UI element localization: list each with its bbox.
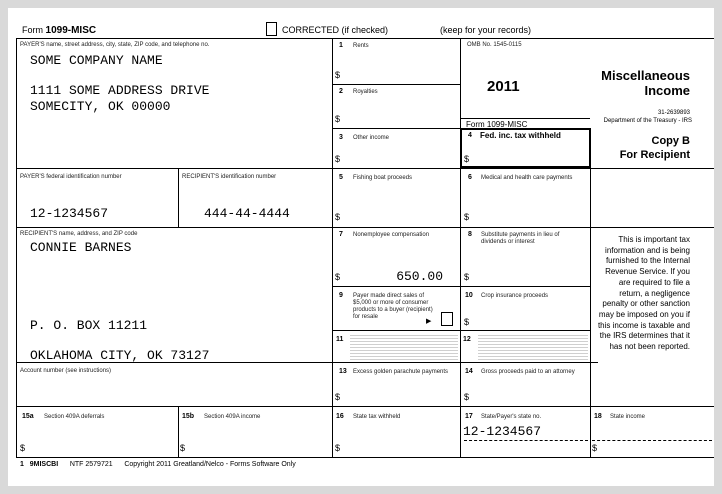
form-name: 1099-MISC	[45, 24, 97, 36]
box-18-divider	[592, 440, 712, 441]
box-7-dollar: $	[335, 272, 341, 282]
box-15a-label: Section 409A deferrals	[44, 414, 105, 420]
title-code: 31-2639893	[657, 110, 690, 116]
footer-ntf: NTF 2579721	[69, 461, 113, 468]
box-4-dollar: $	[464, 154, 470, 164]
title-line-1: Miscellaneous	[601, 68, 690, 83]
form-prefix: Form	[22, 25, 43, 35]
payer-label: PAYER'S name, street address, city, state, ZIP code, and telephone no.	[20, 42, 210, 48]
box-17-number: 17	[465, 413, 473, 420]
box-8-label: Substitute payments in lieu of dividends or interest	[481, 232, 560, 245]
irs-notice: This is important tax information and is being furnished to the Internal Revenue Service. If you are required to file a return, a negligence penalty or other sanction may be imposed on you if this income is taxable and the IRS determines that it has not been reported.	[597, 235, 690, 352]
recipient-name: CONNIE BARNES	[30, 240, 132, 255]
account-number-label: Account number (see instructions)	[20, 368, 112, 374]
box-2-label: Royalties	[353, 89, 378, 95]
box-6-label: Medical and health care payments	[481, 175, 573, 181]
box-15a-dollar: $	[20, 443, 26, 453]
recipient-address-2: OKLAHOMA CITY, OK 73127	[30, 348, 210, 363]
copy-block	[593, 134, 690, 162]
box-8-dollar: $	[464, 272, 470, 282]
box-17-label: State/Payer's state no.	[481, 414, 542, 420]
form-title-line	[22, 22, 96, 38]
box-12-shaded	[478, 334, 588, 360]
for-recipient: For Recipient	[619, 149, 690, 161]
box-17-value: 12-1234567	[463, 424, 542, 439]
box-12-number: 12	[463, 336, 471, 343]
box-16-dollar: $	[335, 443, 341, 453]
footer-code: 9MISCBI	[29, 461, 59, 468]
box-18-number: 18	[594, 413, 602, 420]
payer-tin-label: PAYER'S federal identification number	[20, 174, 122, 180]
box-2-dollar: $	[335, 114, 341, 124]
box-14-number: 14	[465, 368, 473, 375]
box-11-number: 11	[336, 336, 344, 343]
box-7-number: 7	[339, 231, 343, 238]
box-4-number: 4	[468, 132, 472, 139]
recipient-address-1: P. O. BOX 11211	[30, 318, 148, 333]
footer-copyright: Copyright 2011 Greatland/Nelco - Forms Software Only	[124, 461, 296, 468]
payer-name: SOME COMPANY NAME	[30, 53, 163, 68]
box-14-dollar: $	[464, 392, 470, 402]
box-16-number: 16	[336, 413, 344, 420]
box-10-dollar: $	[464, 317, 470, 327]
corrected-checkbox[interactable]	[266, 22, 277, 36]
box-14-label: Gross proceeds paid to an attorney	[481, 369, 575, 375]
box-9-label: Payer made direct sales of $5,000 or more of consumer products to a buyer (recipient) for resale	[353, 293, 433, 320]
box-6-number: 6	[468, 174, 472, 181]
box-5-label: Fishing boat proceeds	[353, 175, 413, 181]
payer-address-2: SOMECITY, OK 00000	[30, 99, 171, 114]
box-3-dollar: $	[335, 154, 341, 164]
keep-records-label: (keep for your records)	[440, 25, 532, 35]
arrow-right-icon: ▶	[426, 318, 432, 325]
omb-form-name: Form 1099-MISC	[466, 120, 528, 129]
tax-year: 2011	[487, 78, 520, 95]
box-11-shaded	[350, 334, 458, 360]
box-1-label: Rents	[353, 43, 369, 49]
box-18-label: State income	[610, 414, 646, 420]
title-line-2: Income	[644, 83, 690, 98]
box-1-dollar: $	[335, 70, 341, 80]
box-13-dollar: $	[335, 392, 341, 402]
payer-tin: 12-1234567	[30, 206, 109, 221]
footer	[20, 461, 296, 468]
box-4-label: Fed. inc. tax withheld	[480, 131, 561, 140]
box-9-checkbox[interactable]	[441, 312, 453, 326]
treasury-dept: Department of the Treasury - IRS	[603, 118, 692, 124]
box-15b-number: 15b	[182, 413, 195, 420]
box-15a-number: 15a	[22, 413, 34, 420]
box-7-label: Nonemployee compensation	[353, 232, 430, 238]
box-7-value: 650.00	[396, 269, 443, 284]
box-10-number: 10	[465, 292, 473, 299]
omb-number: OMB No. 1545-0115	[467, 42, 522, 48]
box-10-label: Crop insurance proceeds	[481, 293, 549, 299]
footer-number: 1	[20, 461, 24, 468]
box-3-label: Other income	[353, 135, 390, 141]
recipient-label: RECIPIENT'S name, address, and ZIP code	[20, 231, 138, 237]
box-18-dollar: $	[592, 443, 598, 453]
box-13-number: 13	[339, 368, 347, 375]
form-title	[580, 68, 690, 98]
box-2-number: 2	[339, 88, 343, 95]
box-9-number: 9	[339, 292, 343, 299]
box-8-number: 8	[468, 231, 472, 238]
recipient-tin: 444-44-4444	[204, 206, 290, 221]
copy-b: Copy B	[651, 135, 690, 147]
box-5-number: 5	[339, 174, 343, 181]
box-15b-label: Section 409A income	[204, 414, 261, 420]
box-5-dollar: $	[335, 212, 341, 222]
box-3-number: 3	[339, 134, 343, 141]
box-1-number: 1	[339, 42, 343, 49]
recipient-tin-label: RECIPIENT'S identification number	[182, 174, 277, 180]
box-17-divider	[464, 440, 588, 441]
box-6-dollar: $	[464, 212, 470, 222]
payer-address-1: 1111 SOME ADDRESS DRIVE	[30, 83, 210, 98]
box-15b-dollar: $	[180, 443, 186, 453]
corrected-label: CORRECTED (if checked)	[282, 25, 389, 35]
box-16-label: State tax withheld	[353, 414, 401, 420]
form-1099-misc	[8, 8, 714, 486]
box-13-label: Excess golden parachute payments	[353, 369, 449, 375]
